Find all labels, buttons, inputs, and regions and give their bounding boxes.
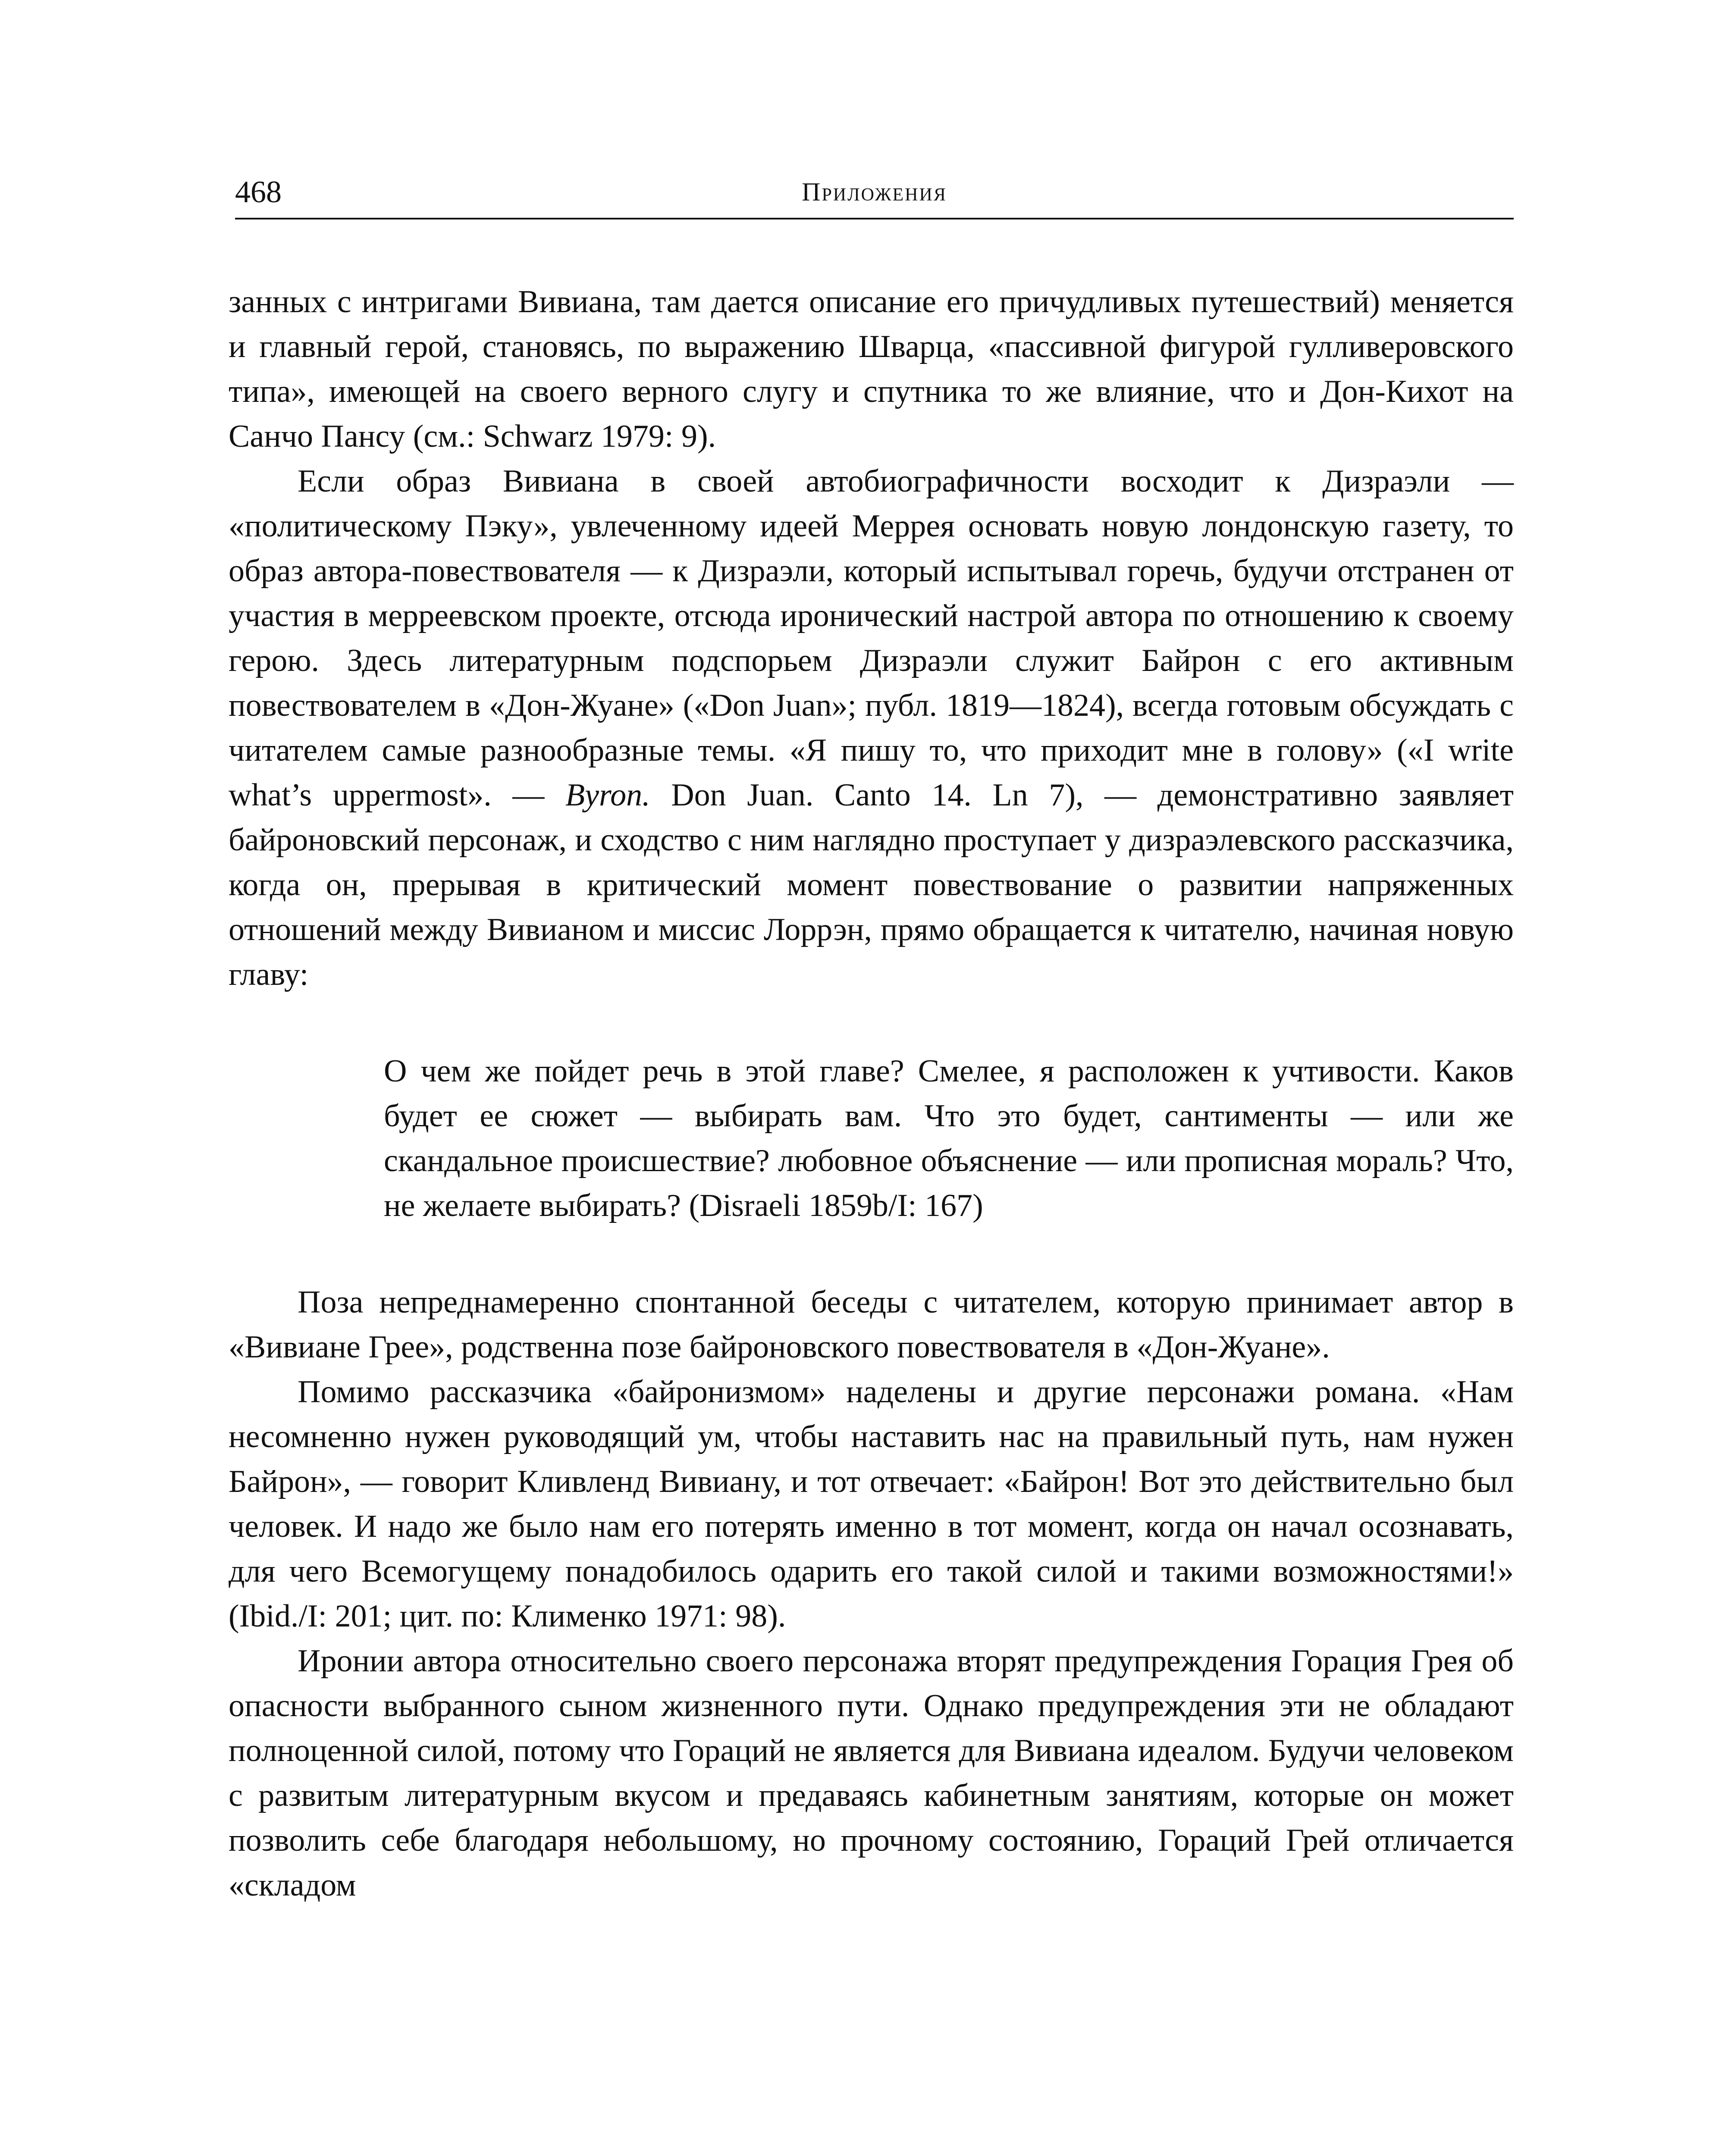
page-number: 468: [235, 175, 282, 209]
paragraph-byron: [229, 459, 1514, 997]
paragraph-text: Если образ Вивиана в своей автобиографичности восходит к Дизраэли — «политическому Пэку», увлеченному идеей Меррея основать новую лондонскую газету, то образ автора-повествователя — к Дизраэли, который испытывал горечь, будучи отстранен от участия в мерреевском проекте, отсюда иронический настрой автора по отношению к своему герою. Здесь литературным подспорьем Дизраэли служит Байрон с его активным повествователем в «Дон-Жуане» («Don Juan»; публ. 1819—1824), всегда готовым обсуждать с читателем самые разнообразные темы. «Я пишу то, что приходит мне в голову» («I write what’s uppermost». —: [229, 464, 1514, 813]
running-title: Приложения: [802, 178, 947, 206]
page-header: [235, 170, 1514, 218]
header-rule: [235, 218, 1514, 219]
paragraph-irony: Иронии автора относительно своего персонажа вторят предупреждения Горация Грея об опасности выбранного сыном жизненного пути. Однако предупреждения эти не обладают полноценной силой, потому что Гораций не является для Вивиана идеалом. Будучи человеком с развитым литературным вкусом и предаваясь кабинетным занятиям, которые он может позволить себе благодаря небольшому, но прочному состоянию, Гораций Грей отличается «складом: [229, 1643, 1514, 1903]
italic-author-name: Byron.: [565, 777, 650, 813]
body-text: [229, 279, 1514, 1908]
paragraph-byronism: Помимо рассказчика «байронизмом» наделены и другие персонажи романа. «Нам несомненно нужен руководящий ум, чтобы наставить нас на правильный путь, нам нужен Байрон», — говорит Кливленд Вивиану, и тот отвечает: «Байрон! Вот это действительно был человек. И надо же было нам его потерять именно в тот момент, когда он начал осознавать, для чего Всемогущему понадобилось одарить его такой силой и такими возможностями!» (Ibid./I: 201; цит. по: Клименко 1971: 98).: [229, 1374, 1514, 1634]
paragraph-text: Don Juan. Canto 14. Ln 7), — демонстративно заявляет байроновский персонаж, и сходство с ним наглядно проступает у дизраэлевского рассказчика, когда он, прерывая в критический момент повествование о развитии напряженных отношений между Вивианом и миссис Лоррэн, прямо обращается к читателю, начиная новую главу:: [229, 777, 1514, 992]
paragraph-continuation: занных с интригами Вивиана, там дается описание его причудливых путешествий) меняется и главный герой, становясь, по выражению Шварца, «пассивной фигурой гулливеровского типа», имеющей на своего верного слугу и спутника то же влияние, что и Дон-Кихот на Санчо Пансу (см.: Schwarz 1979: 9).: [229, 284, 1514, 454]
paragraph-pose: Поза непреднамеренно спонтанной беседы с читателем, которую принимает автор в «Вивиане Грее», родственна позе байроновского повествователя в «Дон-Жуане».: [229, 1285, 1514, 1365]
block-quote: О чем же пойдет речь в этой главе? Смелее, я расположен к учтивости. Каков будет ее сюжет — выбирать вам. Что это будет, сантименты — или же скандальное происшествие? любовное объяснение — или прописная мораль? Что, не желаете выбирать? (Disraeli 1859b/I: 167): [384, 1053, 1514, 1223]
